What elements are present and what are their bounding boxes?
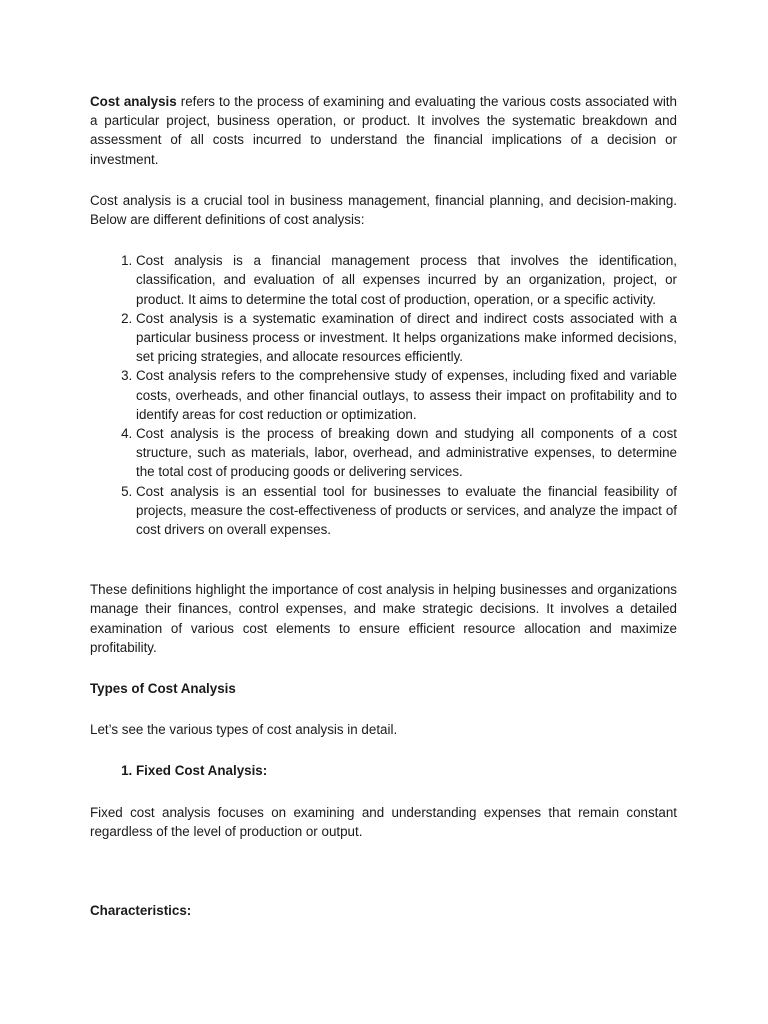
document-body: [90, 92, 677, 920]
definition-item: 4. Cost analysis is the process of breaking down and studying all components of a cost structure, such as materials, labor, overhead, and administrative expenses, to determine the total cost of producing goods or delivering services.: [136, 424, 677, 482]
definition-item: 2. Cost analysis is a systematic examination of direct and indirect costs associated with a particular business process or investment. It helps organizations make informed decisions, set pricing strategies, and allocate resources efficiently.: [136, 309, 677, 367]
intro-term: Cost analysis: [90, 94, 177, 109]
types-heading: Types of Cost Analysis: [90, 681, 236, 697]
types-intro: Let’s see the various types of cost analysis in detail.: [90, 722, 398, 738]
intro-paragraph: [90, 92, 677, 169]
definition-item: 1. Cost analysis is a financial management process that involves the identification, classification, and evaluation of all expenses incurred by an organization, project, or product. It aims to determine the total cost of production, operation, or a specific activity.: [136, 251, 677, 309]
types-list: [90, 761, 677, 780]
definition-item: 3. Cost analysis refers to the comprehensive study of expenses, including fixed and variable costs, overheads, and other financial outlays, to assess their impact on profitability and to identify areas for cost reduction or optimization.: [136, 366, 677, 424]
definition-item: 5. Cost analysis is an essential tool for businesses to evaluate the financial feasibility of projects, measure the cost-effectiveness of products or services, and analyze the impact of cost drivers on overall expenses.: [136, 482, 677, 540]
intro-text: refers to the process of examining and evaluating the various costs associated with a particular project, business operation, or product. It involves the systematic breakdown and assessment of all costs incurred to understand the financial implications of a decision or investment.: [90, 94, 677, 167]
characteristics-heading: Characteristics:: [90, 903, 192, 919]
summary-paragraph: These definitions highlight the importance of cost analysis in helping businesses and organizations manage their finances, control expenses, and make strategic decisions. It involves a detailed examination of various cost elements to ensure efficient resource allocation and maximize profitability.: [90, 582, 677, 655]
overview-paragraph: Cost analysis is a crucial tool in business management, financial planning, and decision-making. Below are different definitions of cost analysis:: [90, 192, 677, 228]
definitions-list: [90, 251, 677, 539]
type-item-fixed-cost: 1. Fixed Cost Analysis:: [136, 761, 677, 780]
fixed-cost-paragraph: Fixed cost analysis focuses on examining and understanding expenses that remain constant regardless of the level of production or output.: [90, 804, 677, 839]
